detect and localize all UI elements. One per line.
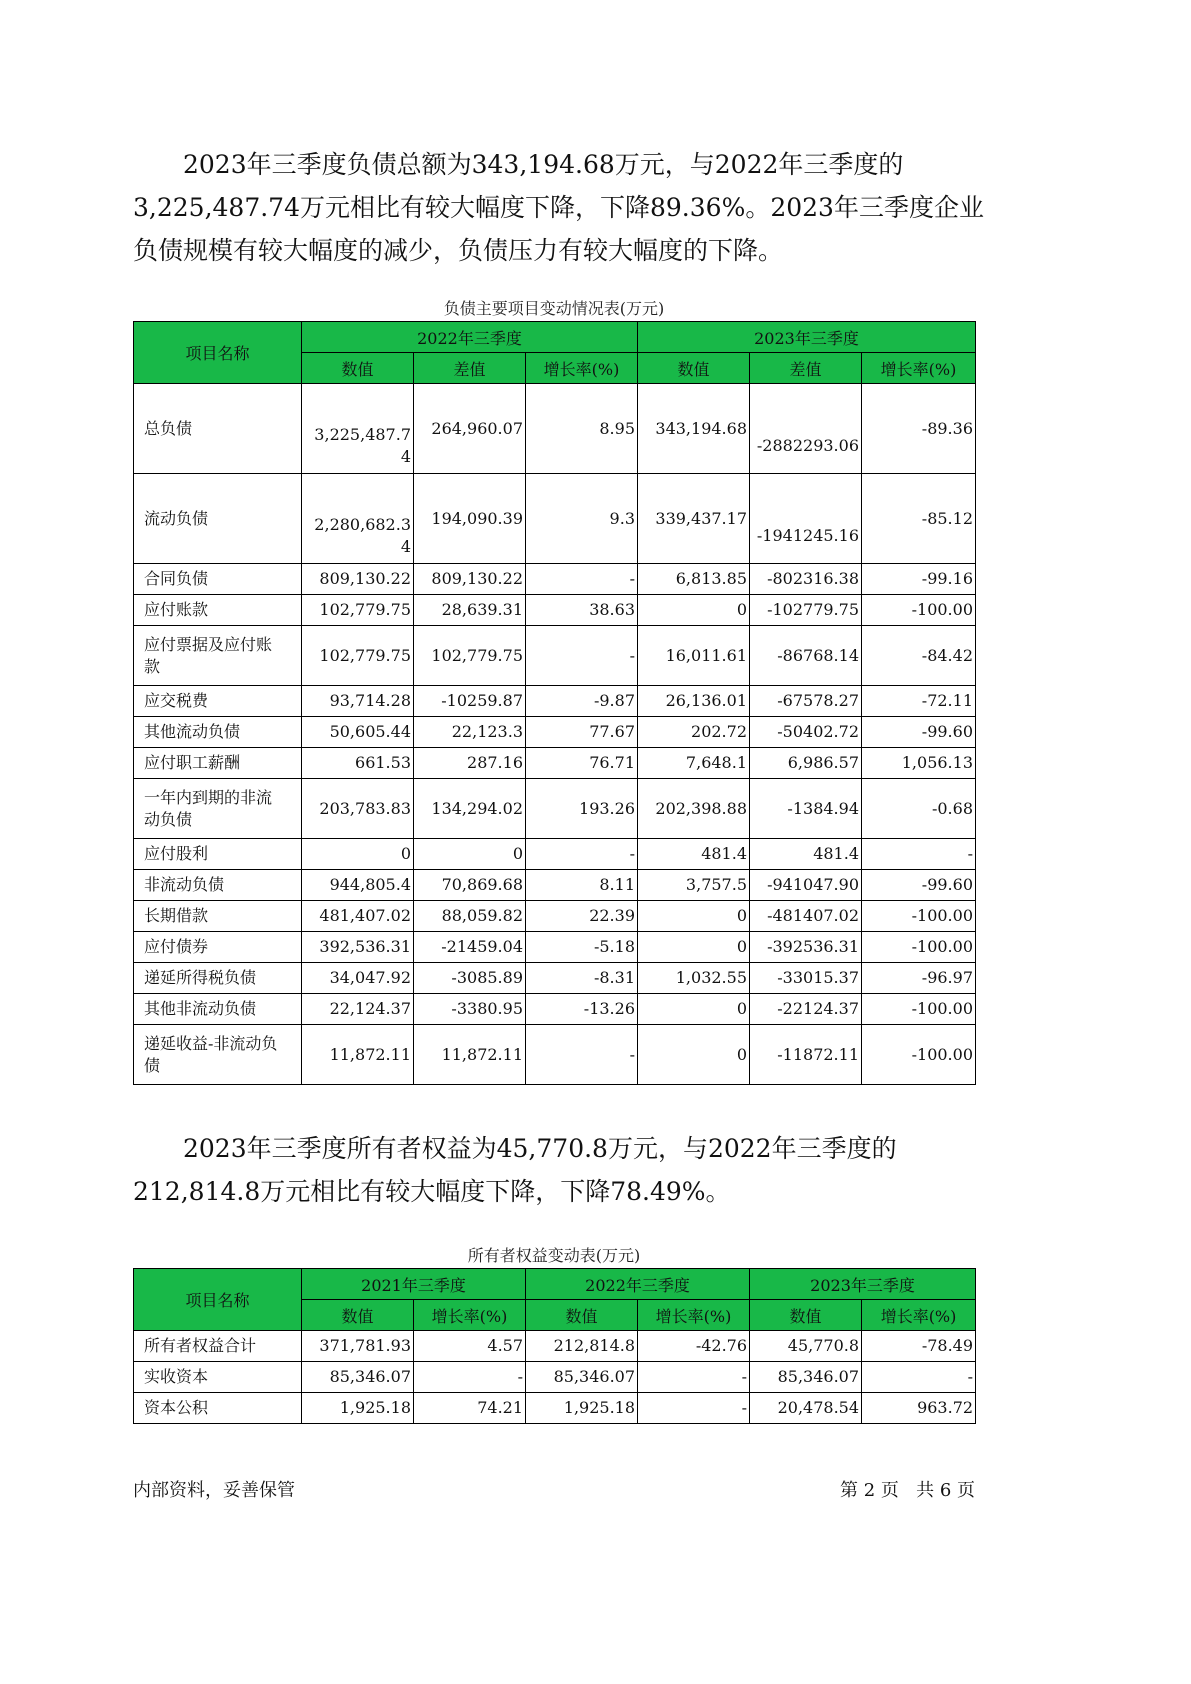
cell-value: 0 xyxy=(638,932,750,963)
table-caption: 负债主要项目变动情况表(万元) xyxy=(443,299,665,318)
cell-value: 20,478.54 xyxy=(750,1393,862,1424)
header-growth: 增长率(%) xyxy=(862,1300,976,1331)
cell-growth: -85.12 xyxy=(862,474,976,564)
cell-diff: 6,986.57 xyxy=(750,748,862,779)
row-name: 所有者权益合计 xyxy=(134,1331,302,1362)
cell-diff: 22,123.3 xyxy=(414,717,526,748)
cell-diff: 264,960.07 xyxy=(414,384,526,474)
cell-value: 202,398.88 xyxy=(638,779,750,839)
row-name: 其他非流动负债 xyxy=(134,994,302,1025)
table-row xyxy=(134,564,976,595)
cell-value: 371,781.93 xyxy=(302,1331,414,1362)
cell-diff: -33015.37 xyxy=(750,963,862,994)
cell-diff: -392536.31 xyxy=(750,932,862,963)
table-row xyxy=(134,839,976,870)
paragraph-line: 负债规模有较大幅度的减少，负债压力有较大幅度的下降。 xyxy=(133,236,784,265)
header-growth: 增长率(%) xyxy=(414,1300,526,1331)
cell-growth: -96.97 xyxy=(862,963,976,994)
cell-diff: -2882293.06 xyxy=(750,384,862,474)
cell-value: 0 xyxy=(638,595,750,626)
cell-value: 1,925.18 xyxy=(526,1393,638,1424)
cell-value: 0 xyxy=(638,901,750,932)
cell-value: 212,814.8 xyxy=(526,1331,638,1362)
cell-value: 45,770.8 xyxy=(750,1331,862,1362)
table-row xyxy=(134,595,976,626)
cell-value: 85,346.07 xyxy=(302,1362,414,1393)
cell-value: 1,032.55 xyxy=(638,963,750,994)
cell-value: 3,225,487.7 4 xyxy=(302,384,414,474)
header-period: 2023年三季度 xyxy=(750,1269,976,1300)
cell-diff: 70,869.68 xyxy=(414,870,526,901)
paragraph-line: 2023年三季度负债总额为343,194.68万元，与2022年三季度的 xyxy=(183,150,904,179)
cell-value: 93,714.28 xyxy=(302,686,414,717)
cell-value: 6,813.85 xyxy=(638,564,750,595)
row-name: 合同负债 xyxy=(134,564,302,595)
cell-value: 85,346.07 xyxy=(526,1362,638,1393)
cell-growth: - xyxy=(414,1362,526,1393)
table-row xyxy=(134,932,976,963)
cell-growth: 38.63 xyxy=(526,595,638,626)
cell-growth: -99.16 xyxy=(862,564,976,595)
cell-diff: 481.4 xyxy=(750,839,862,870)
cell-value: 661.53 xyxy=(302,748,414,779)
cell-growth: - xyxy=(526,839,638,870)
cell-value: 1,925.18 xyxy=(302,1393,414,1424)
cell-diff: -11872.11 xyxy=(750,1025,862,1085)
cell-diff: 0 xyxy=(414,839,526,870)
cell-growth: 8.11 xyxy=(526,870,638,901)
table-row xyxy=(134,1393,976,1424)
cell-value: 339,437.17 xyxy=(638,474,750,564)
cell-value: 392,536.31 xyxy=(302,932,414,963)
cell-value: 11,872.11 xyxy=(302,1025,414,1085)
row-name: 非流动负债 xyxy=(134,870,302,901)
cell-value: 944,805.4 xyxy=(302,870,414,901)
row-name: 实收资本 xyxy=(134,1362,302,1393)
cell-value: 16,011.61 xyxy=(638,626,750,686)
cell-diff: -481407.02 xyxy=(750,901,862,932)
cell-diff: -1941245.16 xyxy=(750,474,862,564)
header-item-name: 项目名称 xyxy=(134,1269,302,1331)
cell-diff: -941047.90 xyxy=(750,870,862,901)
row-name: 应付股利 xyxy=(134,839,302,870)
row-name: 总负债 xyxy=(134,384,302,474)
header-growth: 增长率(%) xyxy=(638,1300,750,1331)
paragraph-equity xyxy=(133,1127,993,1213)
cell-growth: - xyxy=(526,564,638,595)
cell-diff: 809,130.22 xyxy=(414,564,526,595)
table-row xyxy=(134,626,976,686)
header-value: 数值 xyxy=(750,1300,862,1331)
table-row xyxy=(134,748,976,779)
cell-value: 85,346.07 xyxy=(750,1362,862,1393)
row-name: 应付职工薪酬 xyxy=(134,748,302,779)
cell-growth: 74.21 xyxy=(414,1393,526,1424)
header-item-name: 项目名称 xyxy=(134,322,302,384)
cell-value: 50,605.44 xyxy=(302,717,414,748)
cell-diff: -50402.72 xyxy=(750,717,862,748)
table-row xyxy=(134,474,976,564)
cell-value: 0 xyxy=(302,839,414,870)
cell-growth: - xyxy=(862,839,976,870)
table-row xyxy=(134,1362,976,1393)
header-period: 2023年三季度 xyxy=(638,322,976,353)
cell-value: 34,047.92 xyxy=(302,963,414,994)
cell-value: 202.72 xyxy=(638,717,750,748)
table-row xyxy=(134,870,976,901)
cell-growth: - xyxy=(862,1362,976,1393)
cell-growth: -0.68 xyxy=(862,779,976,839)
cell-diff: 28,639.31 xyxy=(414,595,526,626)
row-name: 资本公积 xyxy=(134,1393,302,1424)
cell-value: 481.4 xyxy=(638,839,750,870)
header-value: 数值 xyxy=(302,353,414,384)
cell-diff: -21459.04 xyxy=(414,932,526,963)
paragraph-line: 2023年三季度所有者权益为45,770.8万元，与2022年三季度的 xyxy=(183,1134,897,1163)
equity-table xyxy=(133,1268,976,1424)
table-row xyxy=(134,717,976,748)
row-name: 应交税费 xyxy=(134,686,302,717)
row-name: 递延所得税负债 xyxy=(134,963,302,994)
table-row xyxy=(134,779,976,839)
cell-diff: -1384.94 xyxy=(750,779,862,839)
header-diff: 差值 xyxy=(750,353,862,384)
table-row xyxy=(134,963,976,994)
cell-growth: 9.3 xyxy=(526,474,638,564)
liabilities-table xyxy=(133,321,976,1085)
cell-diff: -10259.87 xyxy=(414,686,526,717)
header-diff: 差值 xyxy=(414,353,526,384)
table-row xyxy=(134,1331,976,1362)
cell-diff: 11,872.11 xyxy=(414,1025,526,1085)
cell-diff: 194,090.39 xyxy=(414,474,526,564)
cell-diff: -102779.75 xyxy=(750,595,862,626)
cell-value: 22,124.37 xyxy=(302,994,414,1025)
row-name: 递延收益-非流动负 债 xyxy=(134,1025,302,1085)
cell-growth: -100.00 xyxy=(862,994,976,1025)
header-period: 2022年三季度 xyxy=(302,322,638,353)
table-row xyxy=(134,384,976,474)
cell-growth: -89.36 xyxy=(862,384,976,474)
paragraph-line: 3,225,487.74万元相比有较大幅度下降，下降89.36%。2023年三季度企业 xyxy=(133,193,984,222)
cell-growth: -42.76 xyxy=(638,1331,750,1362)
cell-diff: -86768.14 xyxy=(750,626,862,686)
cell-diff: -67578.27 xyxy=(750,686,862,717)
cell-growth: 22.39 xyxy=(526,901,638,932)
row-name: 长期借款 xyxy=(134,901,302,932)
cell-growth: -9.87 xyxy=(526,686,638,717)
cell-value: 7,648.1 xyxy=(638,748,750,779)
cell-diff: 102,779.75 xyxy=(414,626,526,686)
cell-growth: -84.42 xyxy=(862,626,976,686)
cell-growth: 4.57 xyxy=(414,1331,526,1362)
header-value: 数值 xyxy=(526,1300,638,1331)
cell-growth: 76.71 xyxy=(526,748,638,779)
table-row xyxy=(134,686,976,717)
header-value: 数值 xyxy=(302,1300,414,1331)
cell-value: 102,779.75 xyxy=(302,595,414,626)
cell-growth: -99.60 xyxy=(862,870,976,901)
footer-confidential: 内部资料，妥善保管 xyxy=(133,1480,295,1501)
cell-value: 26,136.01 xyxy=(638,686,750,717)
row-name: 其他流动负债 xyxy=(134,717,302,748)
paragraph-line: 212,814.8万元相比有较大幅度下降，下降78.49%。 xyxy=(133,1177,731,1206)
cell-diff: -22124.37 xyxy=(750,994,862,1025)
cell-value: 0 xyxy=(638,994,750,1025)
cell-growth: 963.72 xyxy=(862,1393,976,1424)
row-name: 应付债券 xyxy=(134,932,302,963)
cell-growth: -100.00 xyxy=(862,901,976,932)
cell-growth: 193.26 xyxy=(526,779,638,839)
header-growth: 增长率(%) xyxy=(862,353,976,384)
cell-growth: - xyxy=(638,1393,750,1424)
row-name: 应付票据及应付账 款 xyxy=(134,626,302,686)
cell-growth: - xyxy=(526,626,638,686)
cell-growth: -8.31 xyxy=(526,963,638,994)
table-row xyxy=(134,1025,976,1085)
cell-value: 102,779.75 xyxy=(302,626,414,686)
table-row xyxy=(134,994,976,1025)
cell-value: 0 xyxy=(638,1025,750,1085)
paragraph-liabilities xyxy=(133,143,993,272)
row-name: 应付账款 xyxy=(134,595,302,626)
table-row xyxy=(134,901,976,932)
cell-growth: -78.49 xyxy=(862,1331,976,1362)
header-period: 2022年三季度 xyxy=(526,1269,750,1300)
cell-growth: -100.00 xyxy=(862,595,976,626)
cell-diff: 134,294.02 xyxy=(414,779,526,839)
cell-growth: 77.67 xyxy=(526,717,638,748)
cell-value: 2,280,682.3 4 xyxy=(302,474,414,564)
cell-value: 809,130.22 xyxy=(302,564,414,595)
header-period: 2021年三季度 xyxy=(302,1269,526,1300)
cell-diff: -3380.95 xyxy=(414,994,526,1025)
cell-growth: - xyxy=(526,1025,638,1085)
cell-value: 3,757.5 xyxy=(638,870,750,901)
cell-growth: -99.60 xyxy=(862,717,976,748)
cell-diff: 88,059.82 xyxy=(414,901,526,932)
cell-value: 343,194.68 xyxy=(638,384,750,474)
cell-growth: -5.18 xyxy=(526,932,638,963)
row-name: 一年内到期的非流 动负债 xyxy=(134,779,302,839)
table-caption: 所有者权益变动表(万元) xyxy=(467,1246,641,1265)
cell-growth: 1,056.13 xyxy=(862,748,976,779)
cell-growth: -13.26 xyxy=(526,994,638,1025)
cell-growth: -100.00 xyxy=(862,1025,976,1085)
header-value: 数值 xyxy=(638,353,750,384)
cell-growth: - xyxy=(638,1362,750,1393)
cell-value: 481,407.02 xyxy=(302,901,414,932)
cell-diff: 287.16 xyxy=(414,748,526,779)
cell-diff: -3085.89 xyxy=(414,963,526,994)
cell-growth: -100.00 xyxy=(862,932,976,963)
footer-page-number: 第 2 页 共 6 页 xyxy=(840,1480,975,1501)
header-growth: 增长率(%) xyxy=(526,353,638,384)
cell-growth: 8.95 xyxy=(526,384,638,474)
cell-growth: -72.11 xyxy=(862,686,976,717)
cell-value: 203,783.83 xyxy=(302,779,414,839)
cell-diff: -802316.38 xyxy=(750,564,862,595)
row-name: 流动负债 xyxy=(134,474,302,564)
